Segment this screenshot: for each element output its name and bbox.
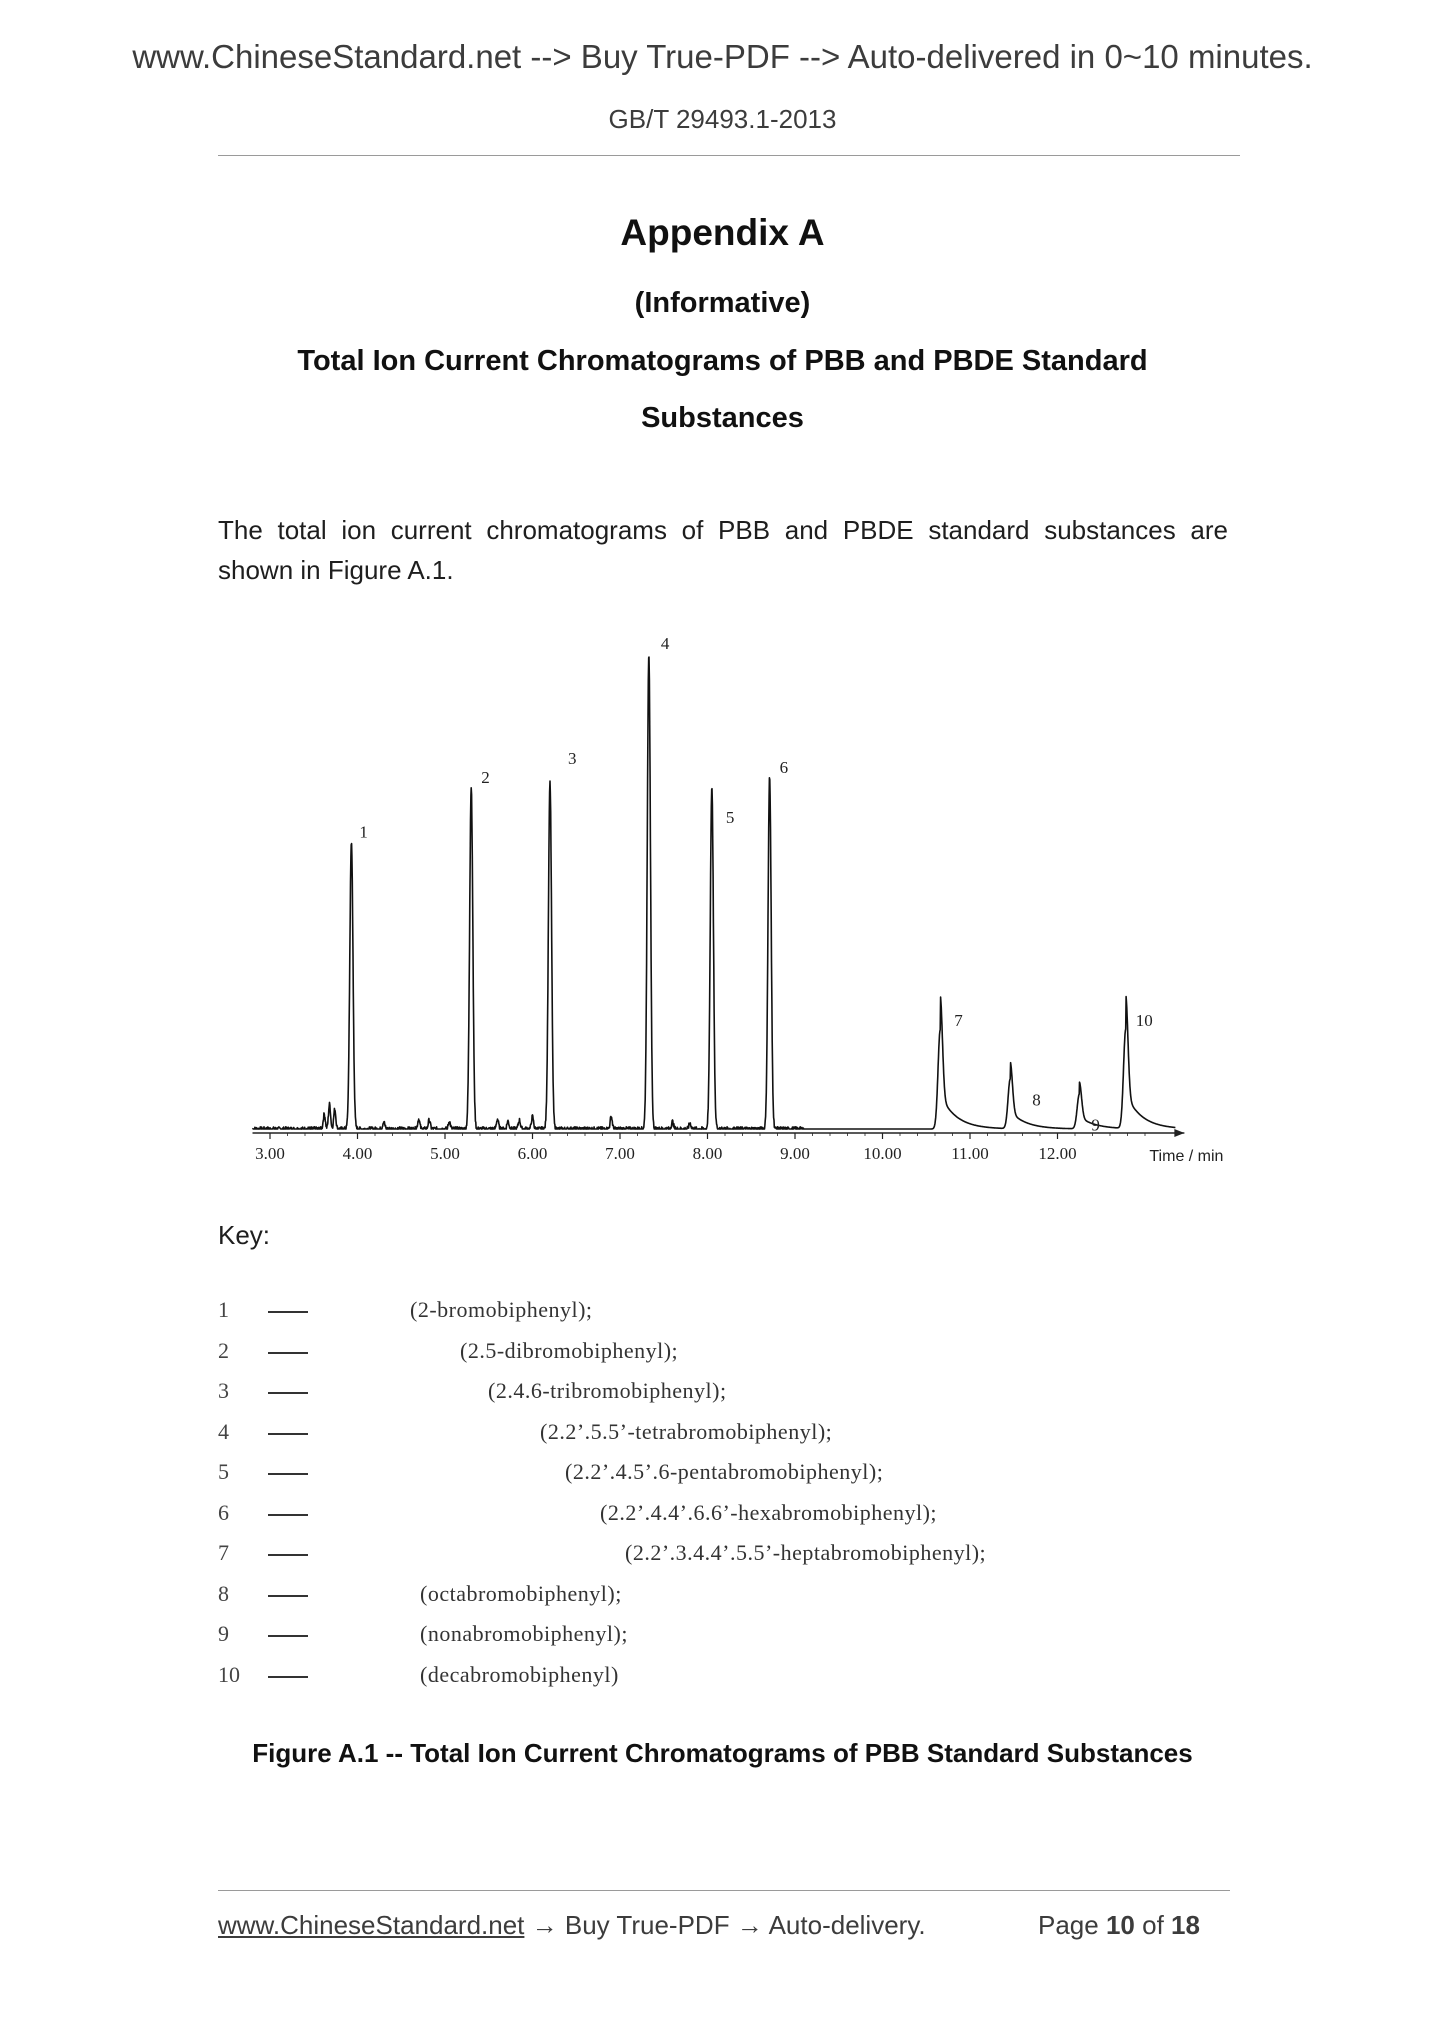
peak-label: 6 [779, 757, 789, 777]
figure-caption: Figure A.1 -- Total Ion Current Chromatograms of PBB Standard Substances [252, 1738, 1193, 1768]
x-tick-label: 10.00 [863, 1144, 902, 1163]
key-item-number: 9 [218, 1621, 229, 1646]
header-divider [218, 155, 1240, 156]
x-tick-label: 8.00 [692, 1144, 723, 1163]
peak-label: 10 [1135, 1010, 1153, 1030]
key-item-text: (nonabromobiphenyl); [420, 1621, 628, 1646]
peak-label: 9 [1091, 1115, 1100, 1135]
footer-left [218, 1910, 926, 1941]
key-item-text: (2.2’.4.5’.6-pentabromobiphenyl); [565, 1459, 884, 1484]
footer-page-info [1038, 1910, 1200, 1941]
x-tick-label: 6.00 [517, 1144, 548, 1163]
x-axis-label: Time / min [1149, 1148, 1224, 1165]
key-item-number: 1 [218, 1297, 229, 1322]
appendix-heading-line2: Substances [641, 402, 804, 434]
key-item-text: (2.2’.3.4.4’.5.5’-heptabromobiphenyl); [625, 1540, 987, 1565]
key-item-text: (2-bromobiphenyl); [410, 1297, 593, 1322]
key-item-text: (2.2’.5.5’-tetrabromobiphenyl); [540, 1418, 833, 1444]
key-item-dash [268, 1392, 308, 1394]
key-item-dash [268, 1433, 308, 1435]
key-item-dash [268, 1473, 308, 1475]
peak-label: 2 [481, 767, 490, 787]
x-tick-label: 7.00 [605, 1144, 635, 1163]
x-tick-label: 11.00 [951, 1144, 989, 1163]
peak-label: 4 [660, 633, 670, 653]
standard-number: GB/T 29493.1-2013 [608, 104, 837, 134]
x-tick-label: 9.00 [780, 1144, 810, 1163]
key-item-dash [268, 1676, 308, 1678]
key-item-text: (2.5-dibromobiphenyl); [460, 1337, 679, 1363]
footer-divider [218, 1890, 1230, 1891]
peak-label: 5 [725, 807, 735, 827]
key-item-number: 3 [218, 1378, 229, 1403]
chromatogram-trace [253, 657, 1176, 1129]
key-item-text: (decabromobiphenyl) [420, 1661, 619, 1687]
x-axis-arrow [1174, 1129, 1184, 1137]
peak-label: 3 [568, 748, 577, 768]
key-item-number: 4 [218, 1418, 229, 1444]
peak-label: 1 [359, 822, 368, 842]
key-item-text: (2.2’.4.4’.6.6’-hexabromobiphenyl); [600, 1499, 938, 1525]
peak-label: 8 [1032, 1090, 1041, 1110]
key-item-number: 2 [218, 1337, 229, 1363]
key-item-number: 8 [218, 1580, 229, 1606]
x-tick-label: 5.00 [430, 1144, 460, 1163]
of-label: of [1142, 1910, 1164, 1940]
key-item-number: 7 [218, 1540, 229, 1565]
chromatogram-chart [230, 625, 1224, 1190]
key-item-number: 5 [218, 1459, 229, 1484]
key-item-number: 10 [218, 1661, 240, 1687]
x-tick-label: 12.00 [1038, 1144, 1077, 1163]
x-tick-label: 4.00 [342, 1144, 373, 1163]
key-item-dash [268, 1595, 308, 1597]
peak-label: 7 [954, 1010, 963, 1030]
appendix-heading-line1: Total Ion Current Chromatograms of PBB and PBDE Standard [297, 345, 1148, 377]
footer-text: → Buy True-PDF → Auto-delivery. [531, 1910, 926, 1940]
key-item-dash [268, 1635, 308, 1637]
key-item-dash [268, 1311, 308, 1313]
appendix-subtitle: (Informative) [634, 287, 811, 319]
key-item-dash [268, 1514, 308, 1516]
key-item-number: 6 [218, 1499, 229, 1525]
x-tick-label: 3.00 [255, 1144, 285, 1163]
appendix-title: Appendix A [620, 212, 825, 253]
page-label: Page [1038, 1910, 1099, 1940]
key-item-dash [268, 1352, 308, 1354]
footer-site-link[interactable]: www.ChineseStandard.net [218, 1910, 525, 1940]
key-item-text: (octabromobiphenyl); [420, 1580, 622, 1606]
page-number: 10 [1105, 1910, 1135, 1940]
total-pages: 18 [1171, 1910, 1200, 1940]
key-item-dash [268, 1554, 308, 1556]
key-item-text: (2.4.6-tribromobiphenyl); [488, 1378, 727, 1403]
intro-paragraph: The total ion current chromatograms of PBB and PBDE standard substances are shown in Figure A.1. [218, 515, 1228, 585]
key-label: Key: [218, 1220, 271, 1250]
header-banner: www.ChineseStandard.net --> Buy True-PDF --> Auto-delivered in 0~10 minutes. [132, 38, 1313, 75]
